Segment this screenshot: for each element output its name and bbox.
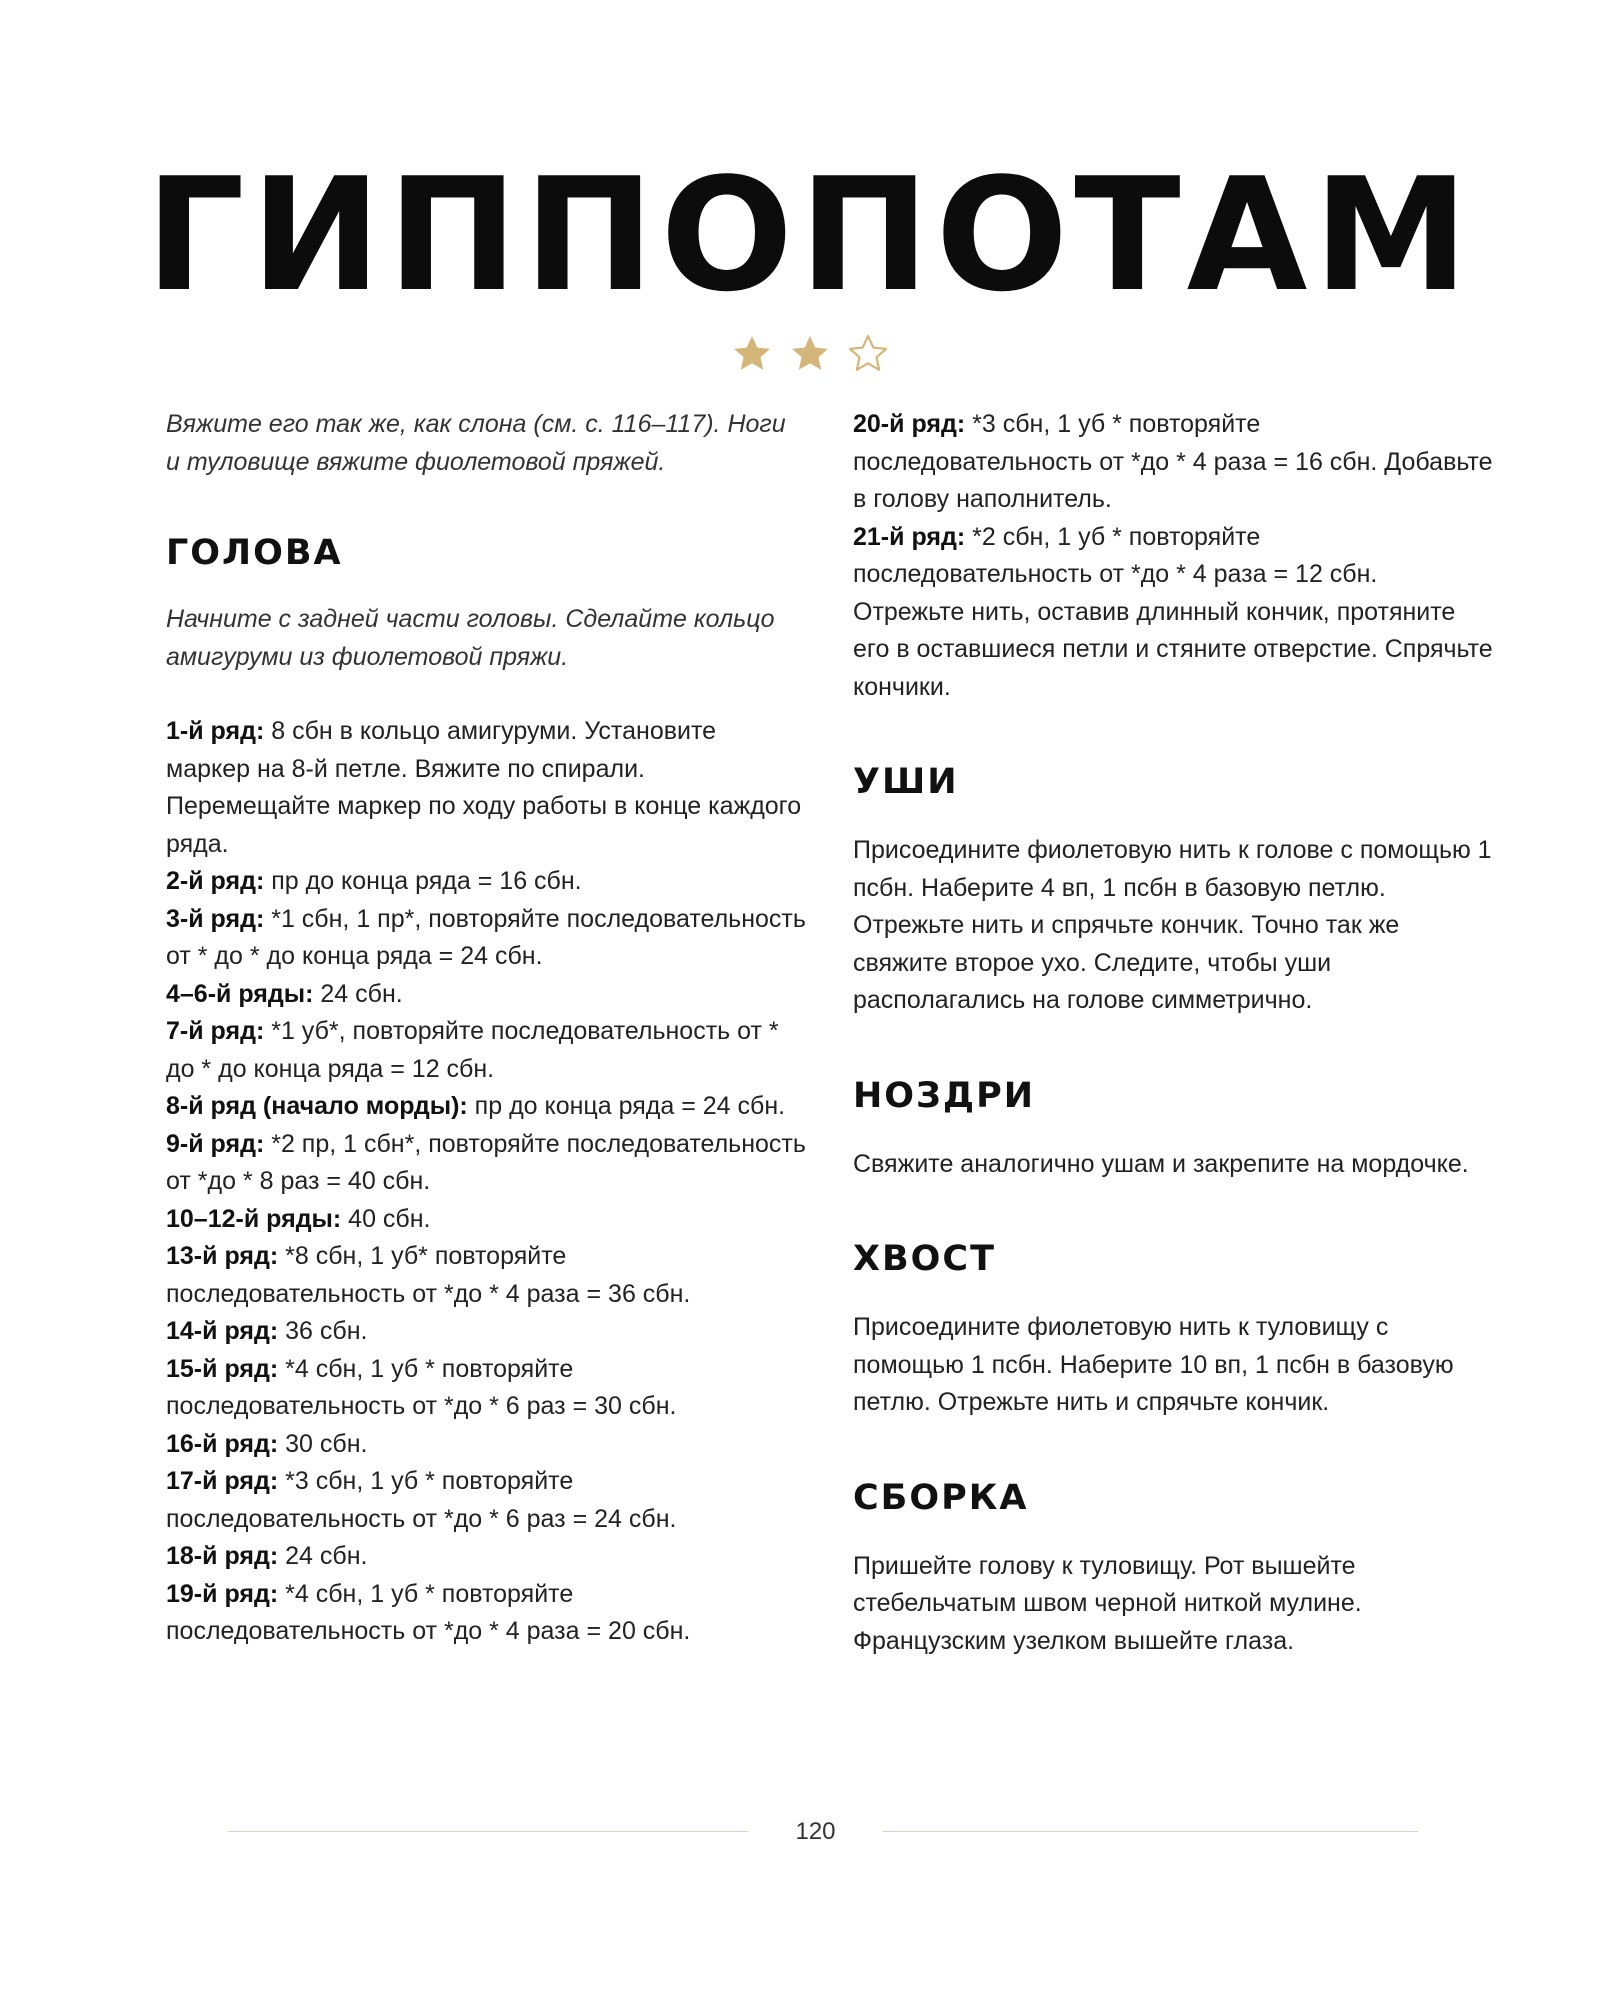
row-instruction: 14-й ряд: 36 сбн. bbox=[166, 1317, 368, 1345]
row-instruction: 16-й ряд: 30 сбн. bbox=[166, 1429, 368, 1458]
row-instruction: 18-й ряд: 24 сбн. bbox=[166, 1542, 368, 1570]
row-instruction: 7-й ряд: *1 уб*, повторяйте последовательность от * до * до конца ряда = 12 сбн. bbox=[166, 1017, 779, 1083]
row-instruction: 8-й ряд (начало морды): пр до конца ряда = 24 сбн. bbox=[166, 1092, 786, 1120]
head-intro: Начните с задней части головы. Сделайте кольцо амигуруми из фиолетовой пряжи. bbox=[166, 605, 775, 671]
row-instruction: 10–12-й ряды: 40 сбн. bbox=[166, 1204, 431, 1233]
page-title: ГИППОПОТАМ bbox=[145, 144, 1475, 326]
page-number: 120 bbox=[795, 1818, 836, 1845]
footer-divider bbox=[883, 1831, 1418, 1832]
section-heading-nostrils: НОЗДРИ bbox=[853, 1075, 1036, 1116]
row-instruction: 1-й ряд: 8 сбн в кольцо амигуруми. Установите маркер на 8-й петле. Вяжите по спирали. Перемещайте маркер по ходу работы в конце каждого ряда. bbox=[166, 717, 802, 858]
row-instruction: 2-й ряд: пр до конца ряда = 16 сбн. bbox=[166, 867, 582, 895]
section-heading-tail: ХВОСТ bbox=[853, 1239, 996, 1279]
head-rows-continued bbox=[853, 406, 1493, 706]
row-instruction: 17-й ряд: *3 сбн, 1 уб * повторяйте последовательность от *до * 6 раз = 24 сбн. bbox=[166, 1467, 677, 1533]
tail-text: Присоедините фиолетовую нить к туловищу с помощью 1 псбн. Наберите 10 вп, 1 псбн в базовую петлю. Отрежьте нить и спрячьте кончик. bbox=[853, 1313, 1454, 1416]
difficulty-rating bbox=[0, 332, 1620, 380]
row-instruction: 4–6-й ряды: 24 сбн. bbox=[166, 979, 403, 1008]
row-instruction: 3-й ряд: *1 сбн, 1 пр*, повторяйте последовательность от * до * до конца ряда = 24 сбн. bbox=[166, 904, 806, 970]
section-heading-ears: УШИ bbox=[853, 762, 959, 802]
star-filled-icon bbox=[788, 332, 832, 376]
star-filled-icon bbox=[730, 332, 774, 376]
footer-divider bbox=[228, 1831, 748, 1832]
left-column bbox=[166, 406, 806, 1651]
row-instruction: 9-й ряд: *2 пр, 1 сбн*, повторяйте последовательность от *до * 8 раз = 40 сбн. bbox=[166, 1129, 806, 1195]
nostrils-text: Свяжите аналогично ушам и закрепите на мордочке. bbox=[853, 1149, 1469, 1178]
row-instruction: 21-й ряд: *2 сбн, 1 уб * повторяйте последовательность от *до * 4 раза = 12 сбн. Отрежьте нить, оставив длинный кончик, протяните его в оставшиеся петли и стяните отверстие. Спрячьте кончики. bbox=[853, 522, 1493, 701]
page-footer bbox=[228, 1812, 1418, 1852]
row-instruction: 15-й ряд: *4 сбн, 1 уб * повторяйте последовательность от *до * 6 раз = 30 сбн. bbox=[166, 1354, 677, 1420]
row-instruction: 19-й ряд: *4 сбн, 1 уб * повторяйте последовательность от *до * 4 раза = 20 сбн. bbox=[166, 1579, 691, 1645]
assembly-text: Пришейте голову к туловищу. Рот вышейте стебельчатым швом черной ниткой мулине. Французским узелком вышейте глаза. bbox=[853, 1551, 1362, 1655]
head-rows bbox=[166, 713, 806, 1651]
recipe-intro: Вяжите его так же, как слона (см. с. 116–117). Ноги и туловище вяжите фиолетовой пряжей. bbox=[166, 410, 786, 476]
ears-text: Присоедините фиолетовую нить к голове с помощью 1 псбн. Наберите 4 вп, 1 псбн в базовую петлю. Отрежьте нить и спрячьте кончик. Точно так же свяжите второе ухо. Следите, чтобы уши располагались на голове симметрично. bbox=[853, 836, 1492, 1014]
star-outline-icon bbox=[846, 332, 890, 376]
section-heading-head: ГОЛОВА bbox=[166, 533, 343, 573]
section-heading-assembly: СБОРКА bbox=[853, 1477, 1029, 1518]
row-instruction: 13-й ряд: *8 сбн, 1 уб* повторяйте последовательность от *до * 4 раза = 36 сбн. bbox=[166, 1242, 691, 1308]
right-column bbox=[853, 406, 1493, 1660]
row-instruction: 20-й ряд: *3 сбн, 1 уб * повторяйте последовательность от *до * 4 раза = 16 сбн. Добавьте в голову наполнитель. bbox=[853, 410, 1493, 513]
